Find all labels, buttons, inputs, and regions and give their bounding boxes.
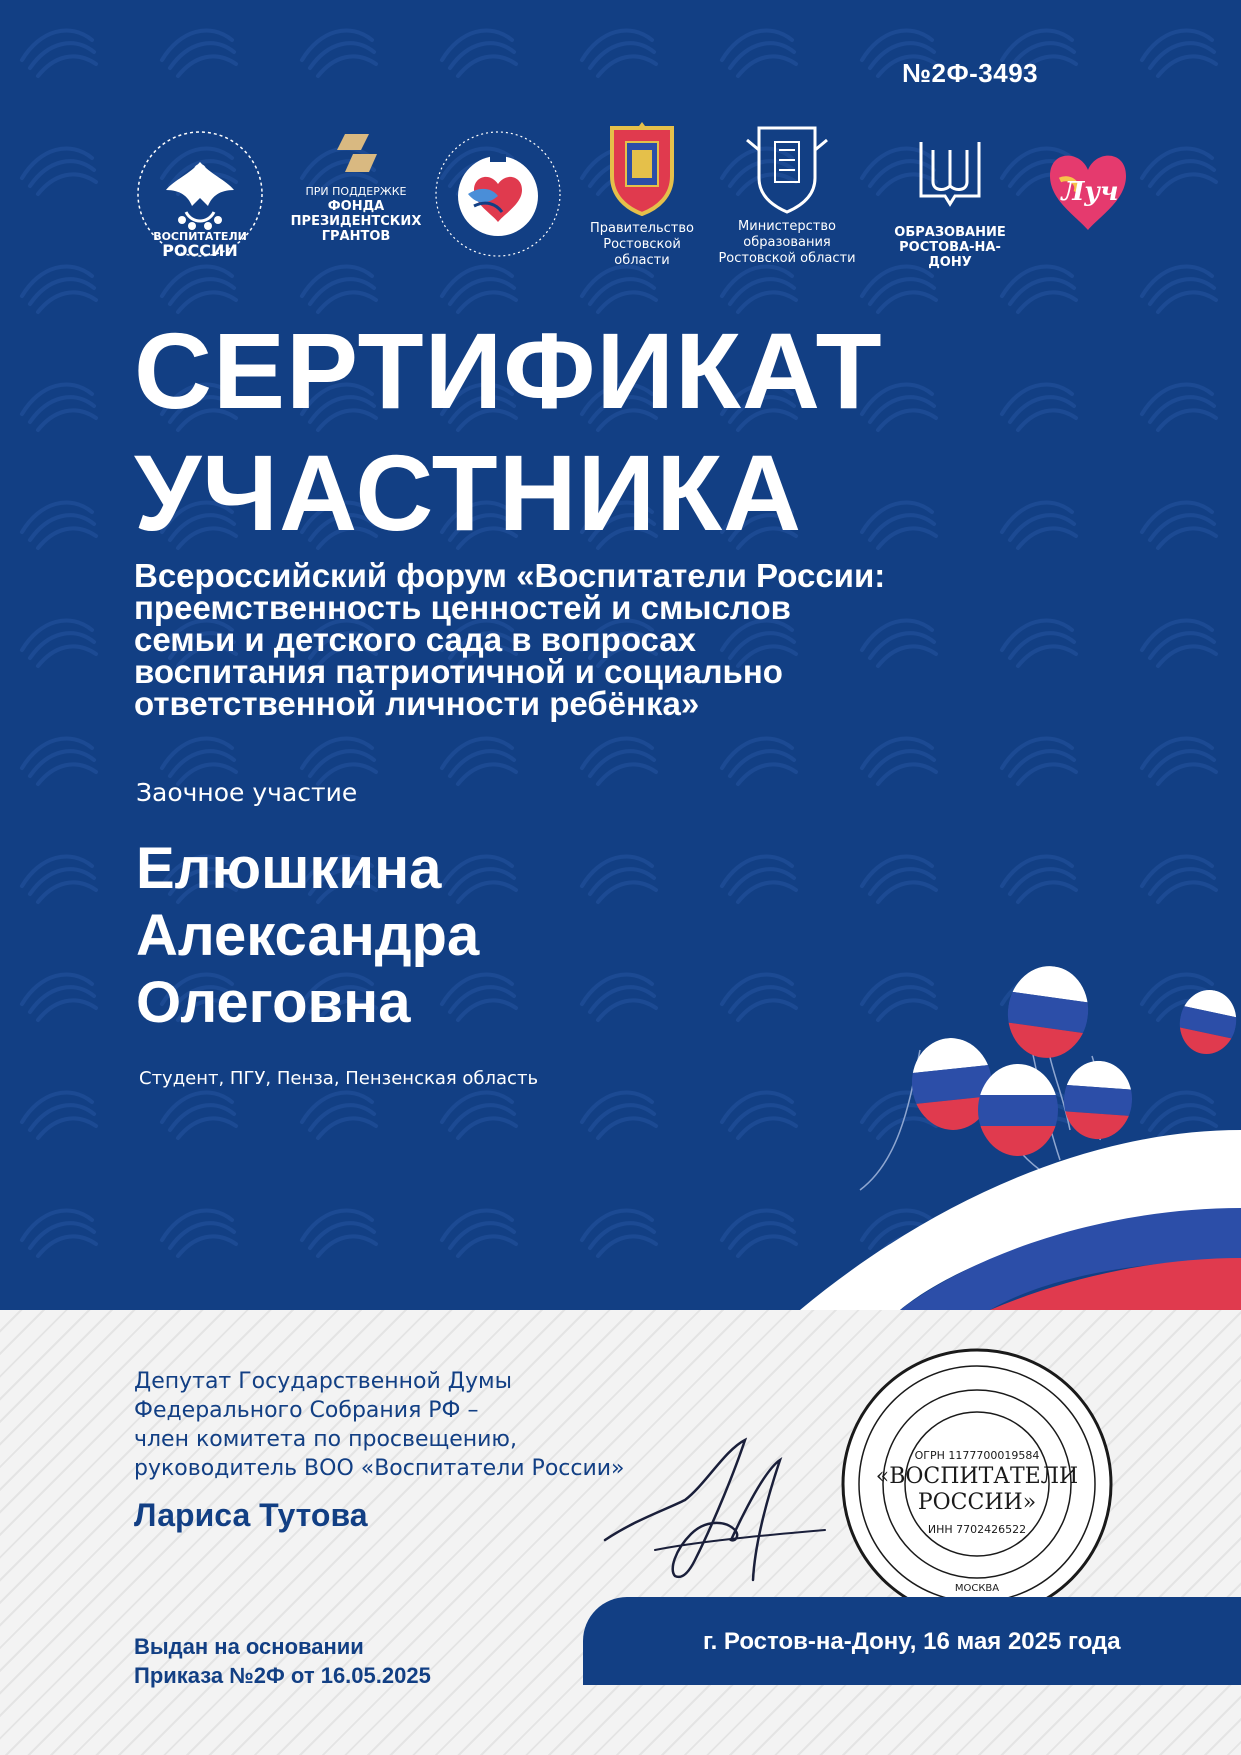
grants-fund-icon	[331, 130, 381, 176]
grants-line1: ПРИ ПОДДЕРЖКЕ	[305, 185, 407, 198]
luch-text: Луч	[1061, 177, 1119, 207]
signer-position-line: Федерального Собрания РФ –	[134, 1398, 479, 1423]
forum-line: семьи и детского сада в вопросах	[134, 621, 697, 658]
place-and-date: г. Ростов-на-Дону, 16 мая 2025 года	[703, 1628, 1121, 1655]
certificate-number: №2Ф-3493	[902, 58, 1039, 88]
balloon	[978, 1064, 1058, 1157]
basis-line1: Выдан на основании	[134, 1634, 364, 1659]
forum-description	[134, 557, 1034, 722]
name-line: Елюшкина	[136, 836, 442, 901]
participant-name	[136, 835, 479, 1036]
institute-logo	[428, 124, 568, 269]
handwritten-signature	[595, 1430, 835, 1590]
balloon	[1061, 1059, 1134, 1143]
balloons-and-flag-decoration	[800, 960, 1241, 1310]
ministry-emblem-icon	[745, 120, 829, 214]
balloon	[1002, 961, 1094, 1064]
rostov-gov-line3: области	[614, 253, 670, 268]
heart-bird-icon	[428, 124, 568, 264]
education-line1: ОБРАЗОВАНИЕ	[894, 225, 1006, 240]
name-line: Олеговна	[136, 970, 411, 1035]
certificate-title	[134, 310, 883, 554]
grants-line4: ГРАНТОВ	[321, 229, 391, 244]
title-line1: СЕРТИФИКАТ	[134, 310, 883, 431]
signer-position-line: руководитель ВОО «Воспитатели России»	[134, 1456, 625, 1481]
signer-position-line: член комитета по просвещению,	[134, 1427, 517, 1452]
stamp-city: МОСКВА	[954, 1583, 1000, 1594]
organization-stamp	[838, 1345, 1116, 1623]
name-line: Александра	[136, 903, 480, 968]
title-line2: УЧАСТНИКА	[134, 432, 803, 553]
stamp-center-line2: РОССИИ»	[917, 1490, 1037, 1515]
stamp-ogrn: ОГРН 1177700019584	[914, 1449, 1040, 1462]
ministry-line2: образования	[743, 235, 831, 250]
signer-position	[134, 1367, 625, 1483]
forum-line: преемственность ценностей и смыслов	[134, 589, 791, 626]
signer-name: Лариса Тутова	[134, 1497, 368, 1533]
education-rostov-logo	[878, 136, 1022, 270]
participant-affiliation: Студент, ПГУ, Пенза, Пензенская область	[139, 1068, 539, 1089]
issue-basis	[134, 1632, 431, 1690]
participation-type: Заочное участие	[136, 778, 358, 807]
bird-emblem-icon	[130, 124, 270, 264]
rostov-coat-of-arms-icon	[602, 120, 682, 216]
book-emblem-icon	[915, 136, 985, 210]
forum-line: воспитания патриотичной и социально	[134, 653, 783, 690]
forum-line: ответственной личности ребёнка»	[134, 685, 700, 722]
ministry-logo	[712, 120, 862, 267]
grants-line2: ФОНДА	[327, 199, 385, 214]
stamp-center-line1: «ВОСПИТАТЕЛИ	[875, 1464, 1079, 1489]
presidential-grants-logo	[286, 130, 426, 244]
balloon	[1174, 985, 1241, 1060]
rostov-government-logo	[578, 120, 706, 269]
vospitateli-logo	[130, 124, 270, 269]
luch-heart-icon	[1036, 140, 1140, 236]
vospitateli-logo-text2: РОССИИ	[162, 241, 238, 260]
stamp-inn: ИНН 7702426522	[927, 1523, 1027, 1536]
signer-position-line: Депутат Государственной Думы	[134, 1369, 512, 1394]
forum-line: Всероссийский форум «Воспитатели России:	[134, 557, 886, 594]
ministry-line1: Министерство	[738, 219, 836, 234]
education-line2: РОСТОВА-НА-ДОНУ	[899, 240, 1001, 270]
rostov-gov-line1: Правительство	[590, 221, 694, 236]
basis-line2: Приказа №2Ф от 16.05.2025	[134, 1663, 431, 1688]
rostov-gov-line2: Ростовской	[603, 237, 681, 252]
ministry-line3: Ростовской области	[718, 251, 856, 266]
luch-logo	[1036, 140, 1140, 241]
grants-line3: ПРЕЗИДЕНТСКИХ	[290, 214, 422, 229]
vospitateli-logo-text1: ВОСПИТАТЕЛИ	[153, 230, 247, 243]
